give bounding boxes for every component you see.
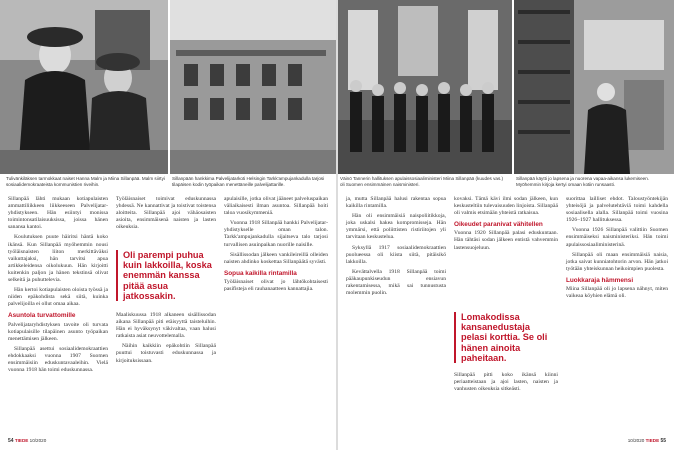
paragraph: Sisällissodan jälkeen vankileireillä olleiden naisten ahdinko koskettaa Sillanpäätä syvästi. bbox=[224, 251, 328, 265]
photo-library bbox=[514, 0, 674, 174]
text-column-3 bbox=[224, 196, 328, 296]
footer-right bbox=[628, 438, 666, 444]
photo-building bbox=[170, 0, 336, 174]
text-column-5b bbox=[454, 372, 558, 396]
subheading: Asuntola turvattomille bbox=[8, 312, 76, 320]
paragraph: Työläisnaiset toimivat eduskunnassa yhdessä. Ne kannattivat ja toistivat toistensa aloitteita. Sillanpää ajoi vähäosaisten asioita, ensimmäisenä naisten ja lasten oikeuksia. bbox=[116, 196, 216, 231]
paragraph: Koulutuksen puute häiritsi häntä koko ikänsä. Kun Sillanpää myöhemmin nousi työläisnaisten liiton merkittäväksi vaikuttajaksi, hän tarvitsi apua artikkeleidensa oikolukuun. Hän kirjoitti kuitenkin paljon ja hänen tekstinsä olivat selkeitä ja puhuttelevia. bbox=[8, 234, 108, 284]
text-column-2b bbox=[116, 312, 216, 368]
paragraph: Vuonna 1920 Sillanpää palasi eduskuntaan. Hän tähtäsi sodan jälkeen entistä vahvemmin lastensuojeluun. bbox=[454, 230, 558, 251]
issue-number: 10/2020 bbox=[29, 438, 47, 443]
text-column-2 bbox=[116, 196, 216, 234]
paragraph: Miina Sillanpää oli jo lapsena nähnyt, miten vaikeaa köyhien elämä oli. bbox=[566, 286, 668, 300]
paragraph: suorittaa lailliset ehdot. Taloustyöntekijän yhteisöjä ja palvelutehtäviä toimi kahdella sosiaalisella alalla. Sillanpää toimi vuosina 1926–1927 hallituksessa. bbox=[566, 196, 668, 224]
subheading: Sopua kaikilla rintamilla bbox=[224, 269, 297, 277]
text-column-6 bbox=[566, 196, 668, 303]
magazine-brand: TIEDE bbox=[14, 438, 29, 443]
paragraph: Sillanpää asettui sosiaalidemokraattien ehdokkaaksi vuonna 1907 Suomen ensimmäisiin eduskuntavaaleihin. Vielä vuonna 1918 hän toimi eduskunnassa. bbox=[8, 345, 108, 374]
page-number: 54 bbox=[8, 438, 14, 444]
paragraph: Työläisnaiset olivat jo lähtökohtaisesti pasifisteja eli rauhanaatteen kannattajia. bbox=[224, 278, 328, 293]
paragraph: Hän kertoi kotiapulaisten oloista työssä ja niiden epäkohdista sekä siitä, kuinka palvelijoilla ei ollut omaa aikaa. bbox=[8, 287, 108, 308]
paragraph: kovaksi. Tämä kävi ilmi sodan jälkeen, kun keskusteltiin tulevaisuuden linjoista. Sillanpää oli valmis etsimään yhteistä ratkaisua. bbox=[454, 196, 558, 217]
footer-left bbox=[8, 438, 46, 444]
paragraph: Maaliskuussa 1918 alkaneen sisällissodan aikana Sillanpää piti etäisyyttä taisteluihin. Hän ei hyväksynyt väkivaltaa, vaan halusi ratkaista asiat neuvottelemalla. bbox=[116, 312, 216, 340]
subheading: Luokkaraja hämmensi bbox=[566, 276, 634, 284]
magazine-brand: TIEDE bbox=[645, 438, 660, 443]
paragraph: Näihin kaikkiin epäkohtiin Sillanpää puuttui toistuvasti eduskunnassa ja kirjoituksissaan. bbox=[116, 343, 216, 364]
paragraph: apulaisille, jotka olivat jääneet palveluspaikan väliaikaisesti ilman asuntoa. Sillanpää hoiti taloa vuosikymmeniä. bbox=[224, 196, 328, 217]
paragraph: Sillanpää oli maan ensimmäisiä naisia, jotka saivat kunniatohtorin arvon. Hän jatkoi työtään yhteiskunnan heikoimpien puolesta. bbox=[566, 251, 668, 272]
paragraph: ja, mutta Sillanpää halusi rakentaa sopua kaikilla rintamilla. bbox=[346, 196, 446, 210]
paragraph: Sillanpää lähti mukaan kotiapulaisten ammattiliikkeen liikkeeseen Palvelijataryhdistykseen. Hän esiintyi monissa toimintonsatilaisuuksissa, joissa hänen sanansa kantoi. bbox=[8, 196, 108, 231]
paragraph: Syksyllä 1917 sosiaalidemokraattien puolueessa oli kiista siitä, pitäisikö lakkoilla. bbox=[346, 244, 446, 265]
page-gutter bbox=[336, 0, 338, 450]
paragraph: Hän oli ensimmäisiä naispoliitikkoja, joka uskalsi hakea kompromisseja. Hän ymmärsi, että poliittisten ristiriitojen yli tarvitaan keskustelua. bbox=[346, 213, 446, 241]
issue-number: 10/2020 bbox=[627, 438, 645, 443]
pull-quote: Oli parempi puhua kuin lakkoilla, koska enemmän kanssa pitää asua jatkossakin. bbox=[116, 250, 216, 301]
caption-photo-4: Sillanpää käytti jo lapsena ja nuorena vapaa-aikansa lukemiseen. Myöhemmin kirjoja kertyi omaan kotiin runsaasti. bbox=[516, 176, 650, 187]
caption-photo-1: Tulivänkiläksen tarmokkaat naiset Hanna Malm ja Miina Sillanpää. Malm siirtyi sosiaalidemokraateista kommunistien riveihin. bbox=[6, 176, 165, 187]
page-number: 55 bbox=[660, 438, 666, 444]
caption-photo-3: Väinö Tannerin hallituksen apulaissosiaaliministeri Miina Sillanpää (kuudes vas.) oli Suomen ensimmäinen naisministeri. bbox=[340, 176, 504, 187]
paragraph: Vuonna 1918 Sillanpää hankki Palvelijataryhdistykselle oman talon. Tarkk'ampujankadulla sijaitseva talo tarjosi turvallisen asuinpaikan nuorille naisille. bbox=[224, 220, 328, 248]
subheading: Oikeudet paranivat vähitellen bbox=[454, 221, 543, 229]
caption-photo-2: Sillanpään hankkima Palvelijatarkoti Helsingin Tarkk'ampujankadulla tarjosi tilapäisen kodin työpaikan menettäneille palvelijattarille. bbox=[172, 176, 325, 187]
paragraph: Sillanpää pitti koko ikänsä kiinni periaatteistaan ja ajoi lasten, naisten ja vanhusten oikeuksia sitkeästi. bbox=[454, 372, 558, 393]
paragraph: Vuonna 1926 Sillanpää valittiin Suomen ensimmäiseksi naisministeriksi. Hän toimi apulaissosiaaliministerinä. bbox=[566, 227, 668, 248]
photo-two-women bbox=[0, 0, 168, 174]
photo-government bbox=[338, 0, 512, 174]
text-column-5 bbox=[454, 196, 558, 255]
pull-quote: Lomakodissa kansanedustaja pelasi korttia. Se oli hänen ainoita paheitaan. bbox=[454, 312, 557, 363]
paragraph: Kevättalvella 1918 Sillanpää toimi pääkaupunkiseudun ensiavun rakentamisessa, mikä sai tunnustusta molemmin puolin. bbox=[346, 268, 446, 297]
text-column-4 bbox=[346, 196, 446, 300]
text-column-1 bbox=[8, 196, 108, 377]
paragraph: Palvelijataryhdistyksen tavoite oli turvata kotiapulaisille tilapäinen asunto työpaikan menettämisen jälkeen. bbox=[8, 321, 108, 342]
